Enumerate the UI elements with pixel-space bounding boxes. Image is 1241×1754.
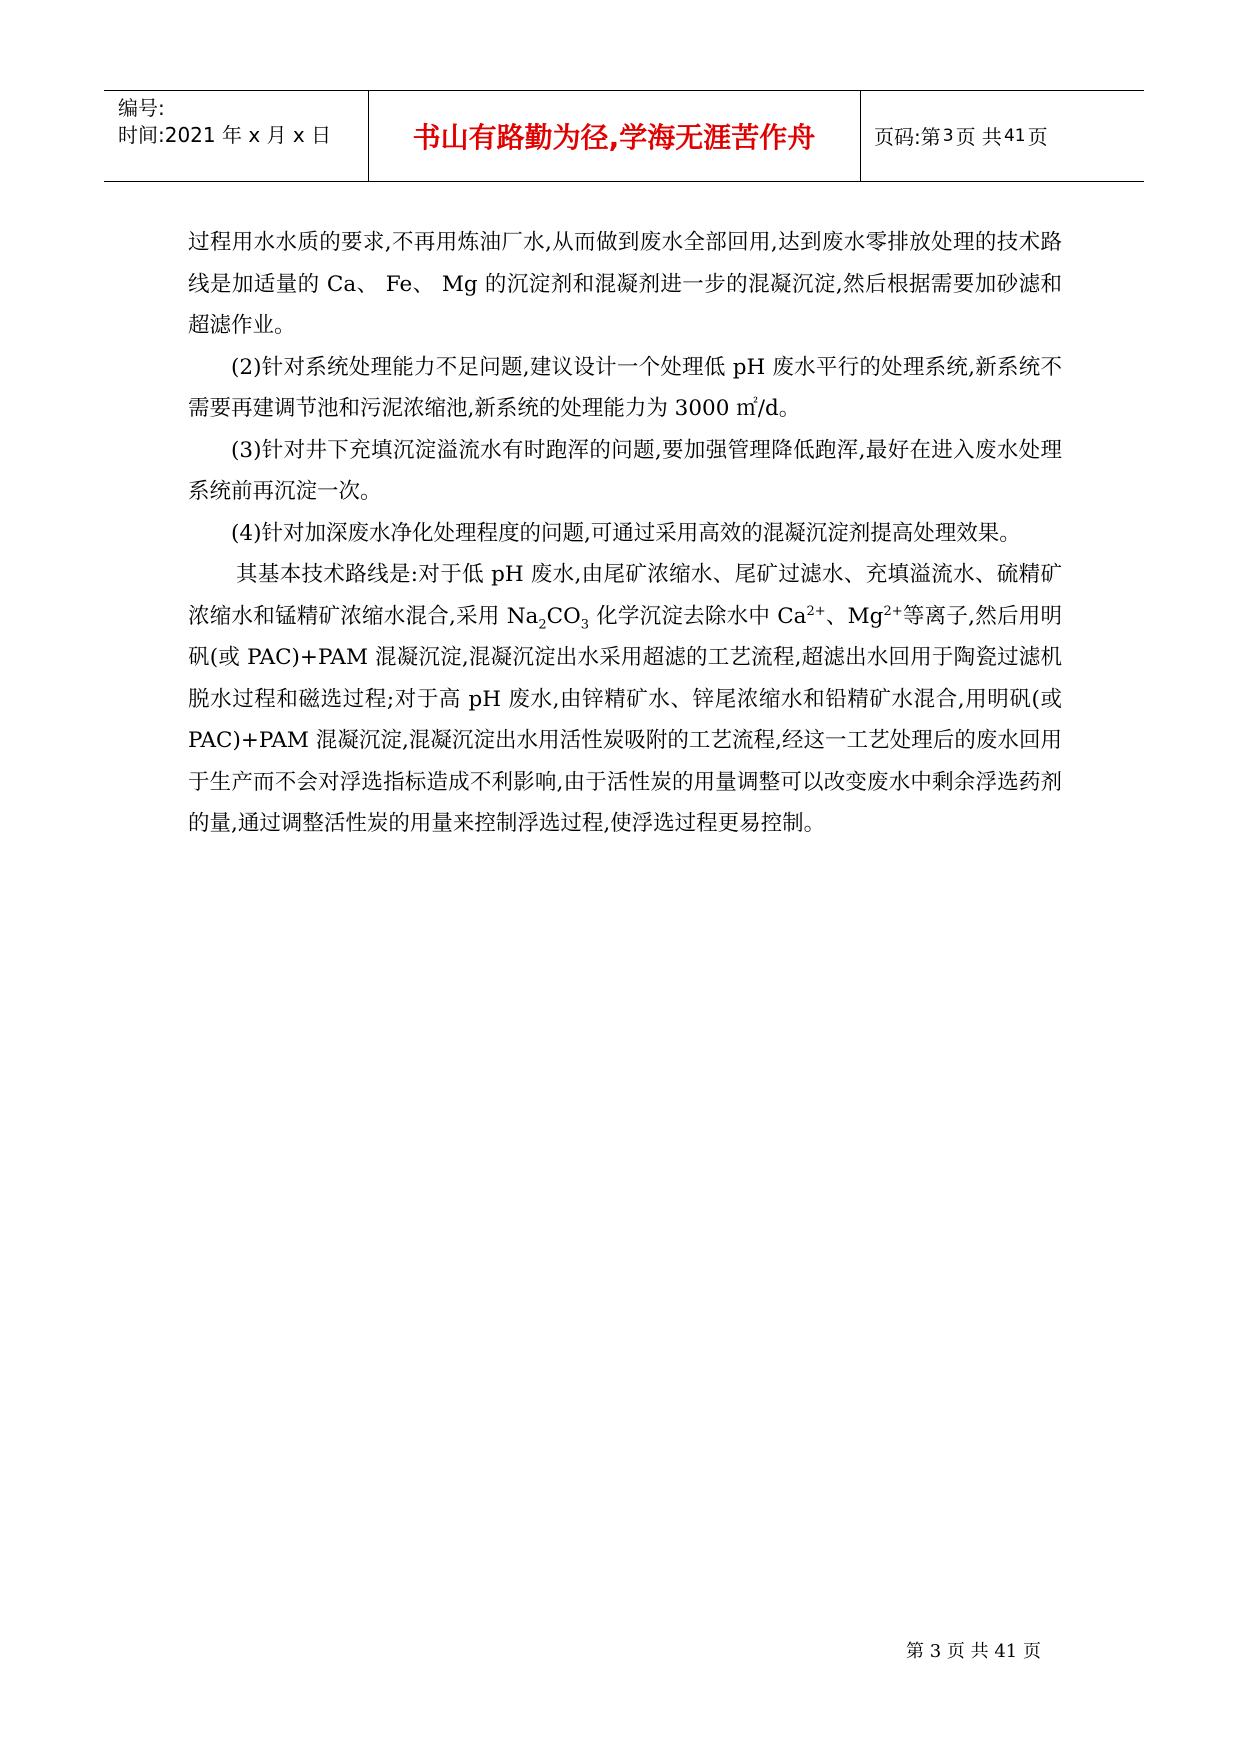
header-page-number [874, 91, 1048, 180]
page-suffix: 页 [1027, 125, 1048, 149]
p5-text-d: 、Mg [825, 603, 884, 629]
date-line: 时间:2021 年 x 月 x 日 [118, 123, 332, 147]
p5-text-e: 等离子,然后用明矾(或 PAC)+PAM 混凝沉淀,混凝沉淀出水采用超滤的工艺流程,超滤出水回用于陶瓷过滤机脱水过程和磁选过程;对于高 pH 废水,由锌精矿水、锌尾浓缩水和铅精矿水混合,用明矾(或 PAC)+PAM 混凝沉淀,混凝沉淀出水用活性炭吸附的工艺流程,经这一工艺处理后的废水回用于生产而不会对浮选指标造成不利影响,由于活性炭的用量调整可以改变废水中剩余浮选药剂的量,通过调整活性炭的用量来控制浮选过程,使浮选过程更易控制。 [188, 603, 1062, 836]
paragraph-5 [188, 554, 1062, 845]
page-footer: 第 3 页 共 41 页 [906, 1641, 1041, 1662]
serial-number-label: 编号: [118, 96, 165, 120]
p5-subscript-2: 3 [580, 616, 589, 632]
paragraph-2: (2)针对系统处理能力不足问题,建议设计一个处理低 pH 废水平行的处理系统,新系统不需要再建调节池和污泥浓缩池,新系统的处理能力为 3000 ㎡/d。 [188, 354, 1062, 421]
page-total: 41 [1003, 125, 1026, 146]
p5-text-a: 其基本技术路线是:对于低 pH 废水,由尾矿浓缩水、尾矿过滤水、充填溢流水、硫精矿浓缩水和锰精矿浓缩水混合,采用 Na [188, 562, 1062, 629]
page-prefix: 页码:第 [874, 125, 941, 149]
page-current: 3 [942, 125, 954, 146]
page-header [104, 90, 1144, 182]
page-middle: 页 共 [955, 125, 1002, 149]
header-meta [118, 95, 331, 149]
p5-superscript-1: 2+ [806, 603, 826, 619]
header-divider-right [860, 91, 861, 181]
paragraph-4: (4)针对加深废水净化处理程度的问题,可通过采用高效的混凝沉淀剂提高处理效果。 [231, 520, 1021, 546]
paragraph-3: (3)针对井下充填沉淀溢流水有时跑浑的问题,要加强管理降低跑浑,最好在进入废水处理系统前再沉淀一次。 [188, 437, 1062, 504]
document-body [188, 222, 1062, 845]
p5-subscript-1: 2 [538, 616, 547, 632]
p5-text-b: CO [546, 603, 581, 629]
paragraph-1: 过程用水水质的要求,不再用炼油厂水,从而做到废水全部回用,达到废水零排放处理的技术路线是加适量的 Ca、 Fe、 Mg 的沉淀剂和混凝剂进一步的混凝沉淀,然后根据需要加砂滤和超滤作业。 [188, 230, 1062, 338]
p5-text-c: 化学沉淀去除水中 Ca [589, 603, 807, 629]
p5-superscript-2: 2+ [883, 603, 903, 619]
header-motto: 书山有路勤为径,学海无涯苦作舟 [412, 120, 816, 154]
